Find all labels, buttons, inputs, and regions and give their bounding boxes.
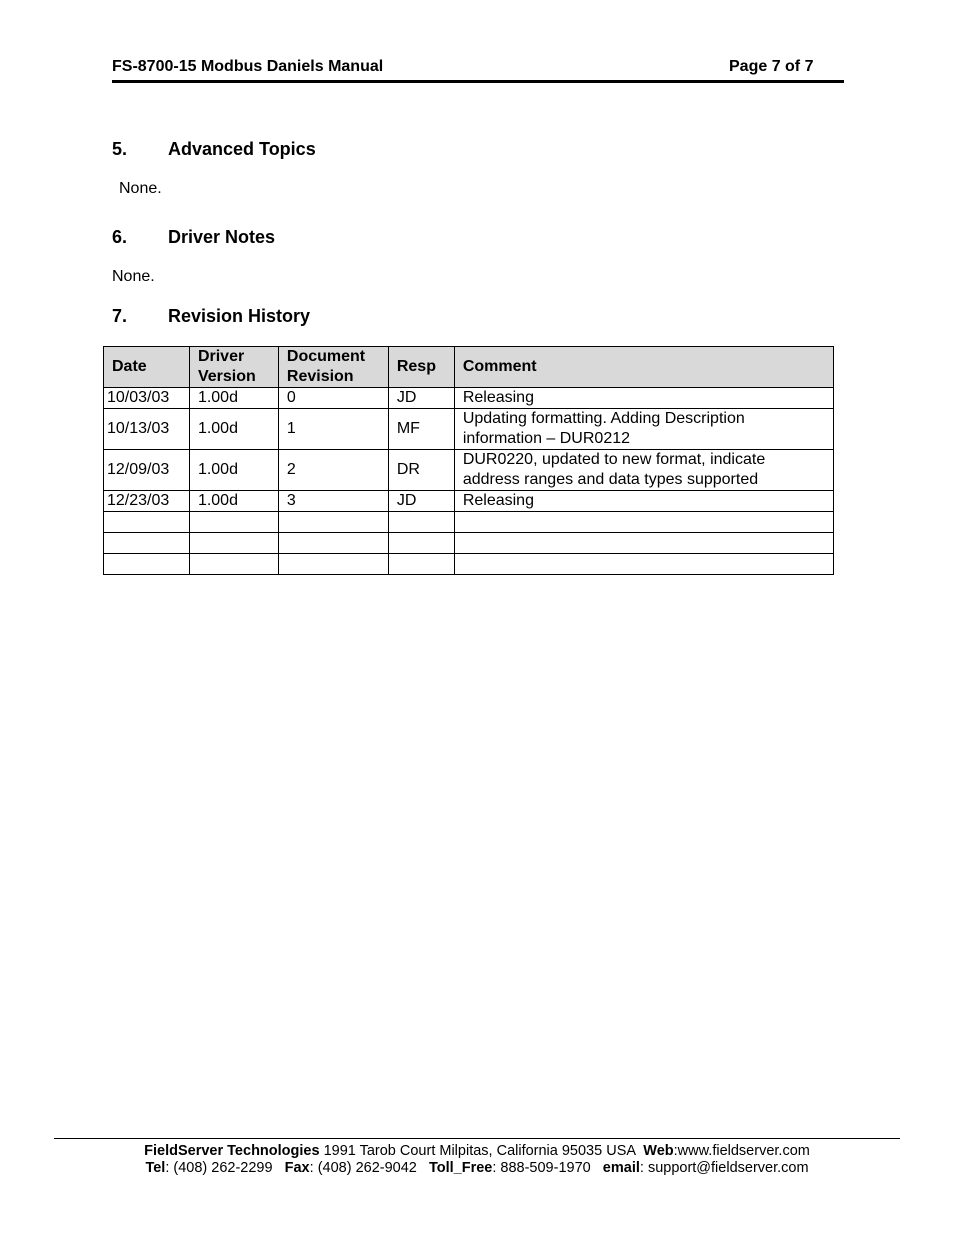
page-header: [112, 57, 844, 83]
table-row: [104, 409, 834, 450]
header-line: Driver: [197, 348, 245, 365]
cell-empty: [278, 554, 388, 575]
cell-empty: [189, 512, 278, 533]
section-text: None.: [119, 180, 162, 197]
cell-date: 12/23/03: [104, 491, 190, 512]
footer-tel-label: Tel: [145, 1160, 166, 1176]
cell-empty: [454, 533, 833, 554]
footer-tel: : (408) 262-2299: [165, 1160, 285, 1176]
column-header-comment: Comment: [454, 347, 833, 388]
cell-resp: DR: [388, 450, 454, 491]
footer-toll: : 888-509-1970: [492, 1160, 603, 1176]
page-footer: [54, 1143, 900, 1177]
cell-empty: [104, 512, 190, 533]
section-title: Driver Notes: [168, 227, 276, 247]
comment-line: address ranges and data types supported: [462, 471, 759, 488]
section-number: 5.: [112, 139, 128, 159]
document-title: FS-8700-15 Modbus Daniels Manual: [112, 58, 384, 75]
column-header-resp: Resp: [388, 347, 454, 388]
section-heading-driver-notes: [112, 227, 275, 248]
section-heading-revision-history: [112, 306, 310, 327]
cell-resp: JD: [388, 491, 454, 512]
comment-line: information – DUR0212: [462, 430, 631, 447]
revision-history-table: [103, 346, 834, 575]
cell-empty: [278, 533, 388, 554]
section-title: Revision History: [168, 306, 311, 326]
cell-revision: 2: [278, 450, 388, 491]
cell-empty: [388, 512, 454, 533]
footer-web-link[interactable]: :www.fieldserver.com: [673, 1143, 810, 1159]
cell-empty: [104, 554, 190, 575]
cell-version: 1.00d: [189, 409, 278, 450]
cell-comment: [454, 409, 833, 450]
cell-comment: [454, 388, 833, 409]
comment-line: Releasing: [462, 389, 534, 406]
cell-empty: [189, 554, 278, 575]
table-row-empty: [104, 554, 834, 575]
header-line: Revision: [286, 368, 354, 385]
cell-empty: [454, 554, 833, 575]
section-text: None.: [112, 268, 155, 285]
footer-line-contact: [54, 1160, 900, 1177]
cell-version: 1.00d: [189, 450, 278, 491]
cell-empty: [454, 512, 833, 533]
table-row: [104, 491, 834, 512]
footer-divider: [54, 1138, 900, 1139]
cell-revision: 3: [278, 491, 388, 512]
cell-version: 1.00d: [189, 491, 278, 512]
cell-version: 1.00d: [189, 388, 278, 409]
column-header-driver-version: [189, 347, 278, 388]
section-title: Advanced Topics: [168, 139, 316, 159]
footer-address: 1991 Tarob Court Milpitas, California 95035 USA: [319, 1143, 644, 1159]
footer-web-label: Web: [643, 1143, 674, 1159]
cell-empty: [278, 512, 388, 533]
cell-empty: [388, 533, 454, 554]
header-line: Version: [197, 368, 256, 385]
table-row-empty: [104, 533, 834, 554]
cell-empty: [104, 533, 190, 554]
comment-line: Updating formatting. Adding Description: [462, 410, 745, 427]
table-row: [104, 388, 834, 409]
section-number: 6.: [112, 227, 128, 247]
footer-fax-label: Fax: [284, 1160, 310, 1176]
cell-date: 10/13/03: [104, 409, 190, 450]
footer-email-label: email: [602, 1160, 640, 1176]
cell-resp: JD: [388, 388, 454, 409]
table-header-row: [104, 347, 834, 388]
cell-revision: 0: [278, 388, 388, 409]
cell-comment: [454, 450, 833, 491]
cell-comment: [454, 491, 833, 512]
comment-line: DUR0220, updated to new format, indicate: [462, 451, 766, 468]
cell-empty: [388, 554, 454, 575]
comment-line: Releasing: [462, 492, 534, 509]
page-number: Page 7 of 7: [729, 58, 814, 75]
column-header-document-revision: [278, 347, 388, 388]
column-header-date: Date: [104, 347, 190, 388]
cell-resp: MF: [388, 409, 454, 450]
section-heading-advanced-topics: [112, 139, 316, 160]
cell-date: 10/03/03: [104, 388, 190, 409]
table-row-empty: [104, 512, 834, 533]
footer-email-link[interactable]: : support@fieldserver.com: [639, 1160, 809, 1176]
header-line: Document: [286, 348, 366, 365]
cell-empty: [189, 533, 278, 554]
section-number: 7.: [112, 306, 128, 326]
footer-line-address: [54, 1143, 900, 1160]
cell-date: 12/09/03: [104, 450, 190, 491]
footer-fax: : (408) 262-9042: [309, 1160, 429, 1176]
cell-revision: 1: [278, 409, 388, 450]
footer-toll-label: Toll_Free: [428, 1160, 493, 1176]
table-row: [104, 450, 834, 491]
footer-company: FieldServer Technologies: [144, 1143, 320, 1159]
